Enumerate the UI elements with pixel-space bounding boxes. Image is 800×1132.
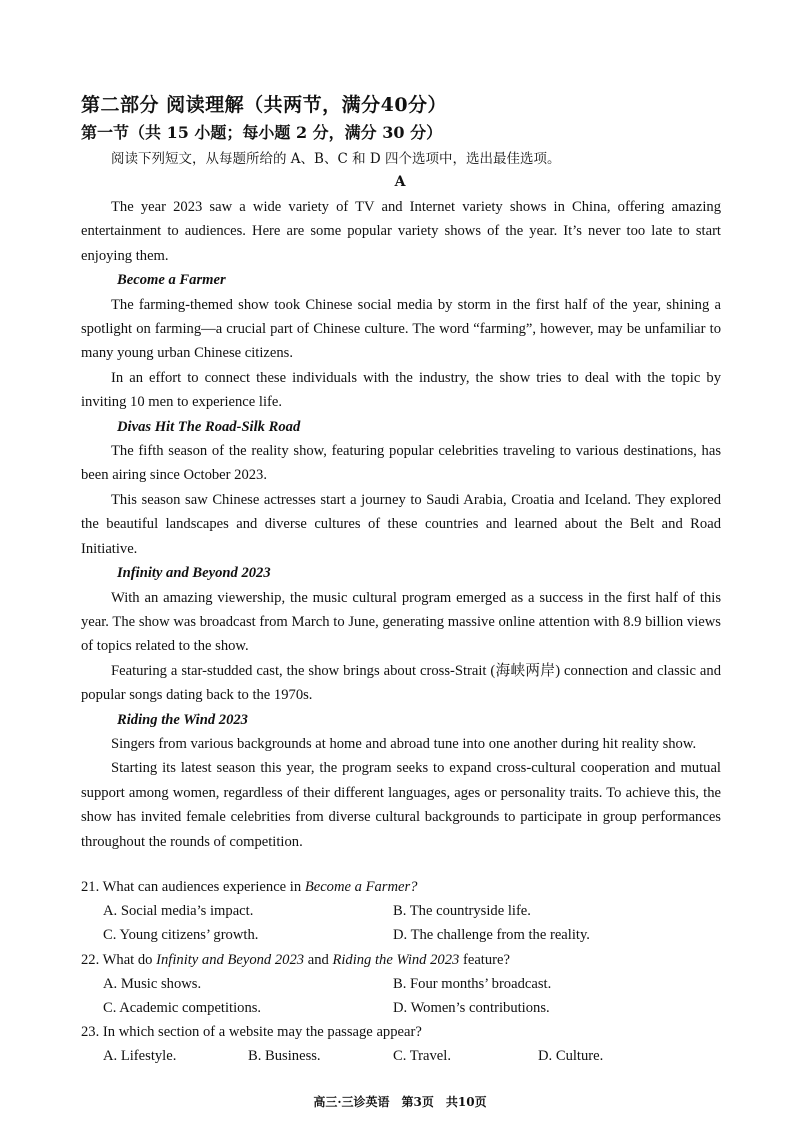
question-21-option-a: A. Social media’s impact. <box>103 903 254 920</box>
paragraph: The farming-themed show took Chinese social media by storm in the first half of the year, shining a spotlight on farming—a crucial part of Chinese culture. The word “farming”, however, may be unfamiliar to many young urban Chinese citizens. <box>81 296 721 362</box>
question-23-options-row <box>81 1044 721 1068</box>
question-23-stem: 23. In which section of a website may the passage appear? <box>81 1024 422 1041</box>
question-23-option-b: B. Business. <box>248 1048 321 1065</box>
question-23-option-a: A. Lifestyle. <box>103 1048 177 1065</box>
question-21-option-d: D. The challenge from the reality. <box>393 927 590 944</box>
passage-body <box>81 195 721 854</box>
paragraph: In an effort to connect these individuals with the industry, the show tries to deal with the topic by inviting 10 men to experience life. <box>81 369 721 411</box>
part-title: 第二部分 阅读理解（共两节，满分40分） <box>81 94 448 116</box>
question-21-stem: 21. What can audiences experience in Become a Farmer? <box>81 879 418 895</box>
instructions: 阅读下列短文，从每题所给的 A、B、C 和 D 四个选项中，选出最佳选项。 <box>111 151 561 167</box>
page-footer: 高三·三诊英语 第3页 共10页 <box>313 1095 487 1109</box>
question-22-option-d: D. Women’s contributions. <box>393 1000 550 1017</box>
question-22-option-c: C. Academic competitions. <box>103 1000 262 1017</box>
question-22-options-row <box>81 996 721 1020</box>
paragraph: Starting its latest season this year, the program seeks to expand cross-cultural cooperation and mutual support among women, regardless of their different languages, ages or personality traits. To achieve this, the show has invited female celebrities from diverse cultural backgrounds to participate in group performances throughout the rounds of competition. <box>81 760 721 850</box>
questions <box>81 875 721 1069</box>
question-22-stem: 22. What do Infinity and Beyond 2023 and Riding the Wind 2023 feature? <box>81 951 510 968</box>
question-23-option-c: C. Travel. <box>393 1048 451 1065</box>
question-23-option-d: D. Culture. <box>538 1048 604 1065</box>
paragraph: The fifth season of the reality show, featuring popular celebrities traveling to various destinations, has been airing since October 2023. <box>81 443 721 484</box>
section-heading-divas-hit-the-road: Divas Hit The Road-Silk Road <box>117 418 301 435</box>
section-title: 第一节（共 15 小题；每小题 2 分，满分 30 分） <box>81 123 443 142</box>
passage-label: A <box>394 174 406 190</box>
section-heading-riding-the-wind: Riding the Wind 2023 <box>117 711 248 728</box>
paragraph: This season saw Chinese actresses start a journey to Saudi Arabia, Croatia and Iceland. They explored the beautiful landscapes and diverse cultures of these countries and learned about the Belt and Road Initiative. <box>81 491 721 557</box>
section-heading-infinity-and-beyond: Infinity and Beyond 2023 <box>117 565 271 582</box>
question-21-option-b: B. The countryside life. <box>393 903 531 920</box>
paragraph: Featuring a star-studded cast, the show brings about cross-Strait (海峡两岸) connection and classic and popular songs dating back to the 1970s. <box>81 662 721 704</box>
section-heading-become-a-farmer: Become a Farmer <box>117 272 226 289</box>
question-21-options-row <box>81 899 721 923</box>
question-21-option-c: C. Young citizens’ growth. <box>103 927 259 944</box>
paragraph: With an amazing viewership, the music cultural program emerged as a success in the first half of this year. The show was broadcast from March to June, generating massive online attention with 8.9 billion views of topics related to the show. <box>81 589 721 655</box>
passage-intro: The year 2023 saw a wide variety of TV and Internet variety shows in China, offering amazing entertainment to audiences. Here are some popular variety shows of the year. It’s never too late to start enjoying them. <box>81 199 721 264</box>
question-22-option-b: B. Four months’ broadcast. <box>393 975 552 992</box>
question-22-options-row <box>81 972 721 996</box>
question-21-options-row <box>81 923 721 947</box>
paragraph: Singers from various backgrounds at home and abroad tune into one another during hit reality show. <box>111 735 697 752</box>
question-22-option-a: A. Music shows. <box>103 975 202 992</box>
